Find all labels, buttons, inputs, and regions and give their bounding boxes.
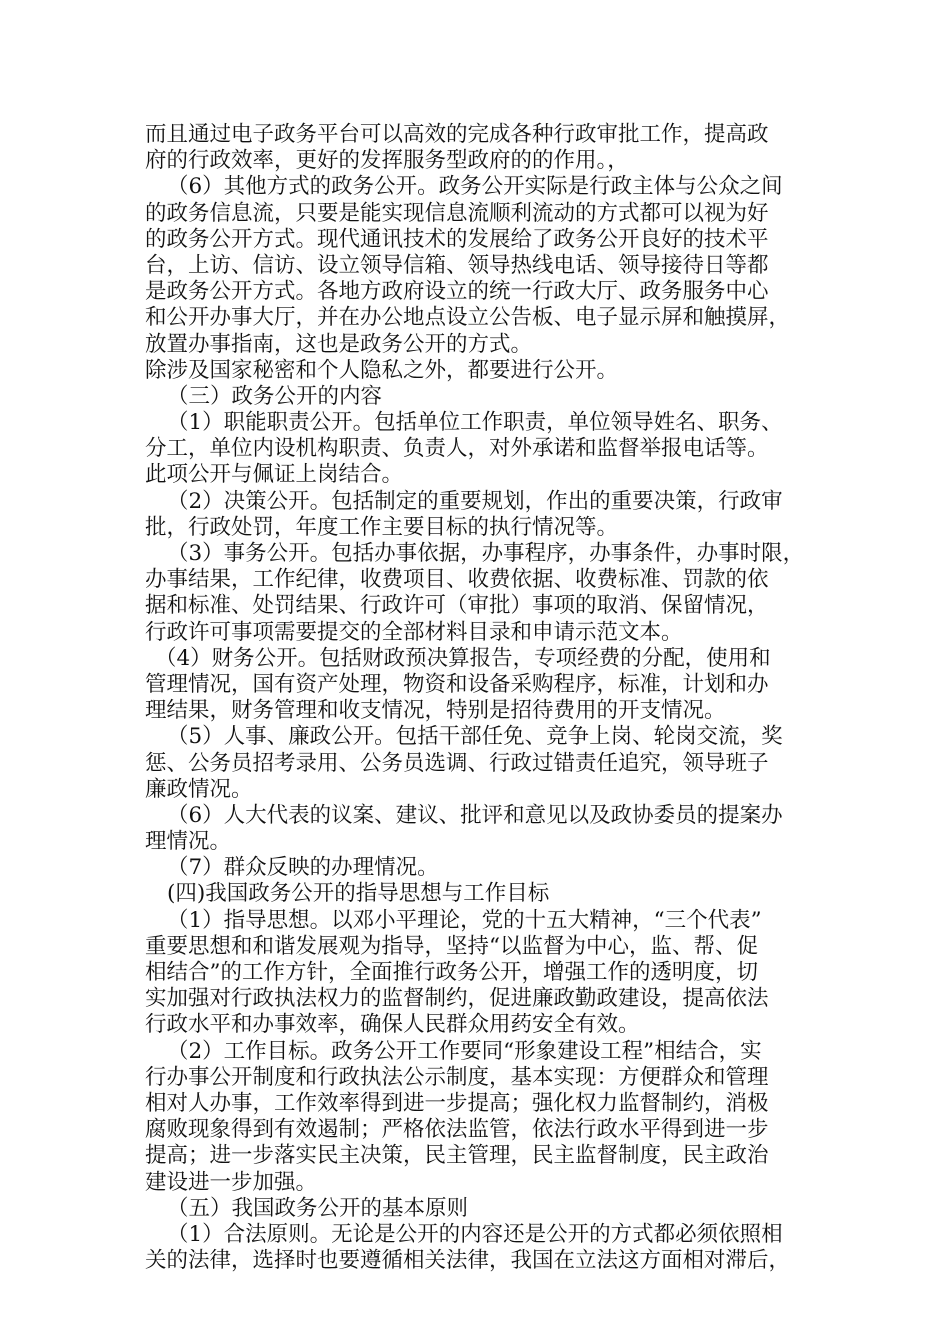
text-line: 惩、公务员招考录用、公务员选调、行政过错责任追究，领导班子 xyxy=(145,750,769,776)
text-line: （6）人大代表的议案、建议、批评和意见以及政协委员的提案办 xyxy=(167,802,783,828)
text-line: （4）财务公开。包括财政预决算报告，专项经费的分配，使用和 xyxy=(155,645,771,671)
text-line: 腐败现象得到有效遏制；严格依法监管，依法行政水平得到进一步 xyxy=(145,1117,769,1143)
text-line: 放置办事指南，这也是政务公开的方式。 xyxy=(145,331,533,357)
text-line: （1）合法原则。无论是公开的内容还是公开的方式都必须依照相 xyxy=(167,1221,783,1247)
text-line: （五）我国政务公开的基本原则 xyxy=(167,1195,469,1221)
text-line: （2）工作目标。政务公开工作要同“形象建设工程”相结合，实 xyxy=(167,1038,762,1064)
text-line: 提高；进一步落实民主决策，民主管理，民主监督制度，民主政治 xyxy=(145,1143,769,1169)
text-line: (四)我国政务公开的指导思想与工作目标 xyxy=(167,881,550,907)
text-line: （1）指导思想。以邓小平理论，党的十五大精神，“三个代表” xyxy=(167,907,762,933)
document-body xyxy=(145,122,825,1274)
text-line: 行政水平和办事效率，确保人民群众用药安全有效。 xyxy=(145,1012,640,1038)
text-line: 理情况。 xyxy=(145,829,232,855)
text-line: 管理情况，国有资产处理，物资和设备采购程序，标准，计划和办 xyxy=(145,671,769,697)
text-line: 廉政情况。 xyxy=(145,776,253,802)
text-line: 实加强对行政执法权力的监督制约，促进廉政勤政建设，提高依法 xyxy=(145,986,769,1012)
text-line: （6）其他方式的政务公开。政务公开实际是行政主体与公众之间 xyxy=(167,174,783,200)
text-line: （2）决策公开。包括制定的重要规划，作出的重要决策，行政审 xyxy=(167,488,783,514)
text-line: 是政务公开方式。各地方政府设立的统一行政大厅、政务服务中心 xyxy=(145,279,769,305)
text-line: 的政务信息流，只要是能实现信息流顺利流动的方式都可以视为好 xyxy=(145,200,769,226)
text-line: 台，上访、信访、设立领导信箱、领导热线电话、领导接待日等都 xyxy=(145,252,769,278)
text-line: 相结合”的工作方针，全面推行政务公开，增强工作的透明度，切 xyxy=(145,960,758,985)
text-line: 此项公开与佩证上岗结合。 xyxy=(145,462,404,488)
text-line: （3）事务公开。包括办事依据，办事程序，办事条件，办事时限， xyxy=(167,541,805,566)
text-line: 府的行政效率，更好的发挥服务型政府的的作用。， xyxy=(145,148,629,174)
text-line: 关的法律，选择时也要遵循相关法律，我国在立法这方面相对滞后， xyxy=(145,1248,791,1274)
text-line: 而且通过电子政务平台可以高效的完成各种行政审批工作，提高政 xyxy=(145,122,769,147)
text-line: 重要思想和和谐发展观为指导，坚持“以监督为中心，监、帮、促 xyxy=(145,933,758,959)
text-line: 批，行政处罚，年度工作主要目标的执行情况等。 xyxy=(145,514,619,540)
text-line: 除涉及国家秘密和个人隐私之外，都要进行公开。 xyxy=(145,357,619,383)
text-line: 行办事公开制度和行政执法公示制度，基本实现：方便群众和管理 xyxy=(145,1064,769,1090)
text-line: 建设进一步加强。 xyxy=(145,1169,318,1195)
text-line: （三）政务公开的内容 xyxy=(167,383,383,409)
text-line: 和公开办事大厅，并在办公地点设立公告板、电子显示屏和触摸屏， xyxy=(145,305,791,331)
text-line: （5）人事、廉政公开。包括干部任免、竞争上岗、轮岗交流，奖 xyxy=(167,724,783,750)
text-line: （1）职能职责公开。包括单位工作职责，单位领导姓名、职务、 xyxy=(167,410,783,436)
text-line: 的政务公开方式。现代通讯技术的发展给了政务公开良好的技术平 xyxy=(145,226,769,252)
text-line: 分工，单位内设机构职责、负责人，对外承诺和监督举报电话等。 xyxy=(145,436,769,462)
text-line: 相对人办事，工作效率得到进一步提高；强化权力监督制约，消极 xyxy=(145,1090,769,1116)
text-line: 据和标准、处罚结果、行政许可（审批）事项的取消、保留情况， xyxy=(145,593,769,619)
text-line: 行政许可事项需要提交的全部材料目录和申请示范文本。 xyxy=(145,619,683,645)
text-line: （7）群众反映的办理情况。 xyxy=(167,855,439,881)
text-line: 办事结果，工作纪律，收费项目、收费依据、收费标准、罚款的依 xyxy=(145,567,769,593)
text-line: 理结果，财务管理和收支情况，特别是招待费用的开支情况。 xyxy=(145,698,726,724)
